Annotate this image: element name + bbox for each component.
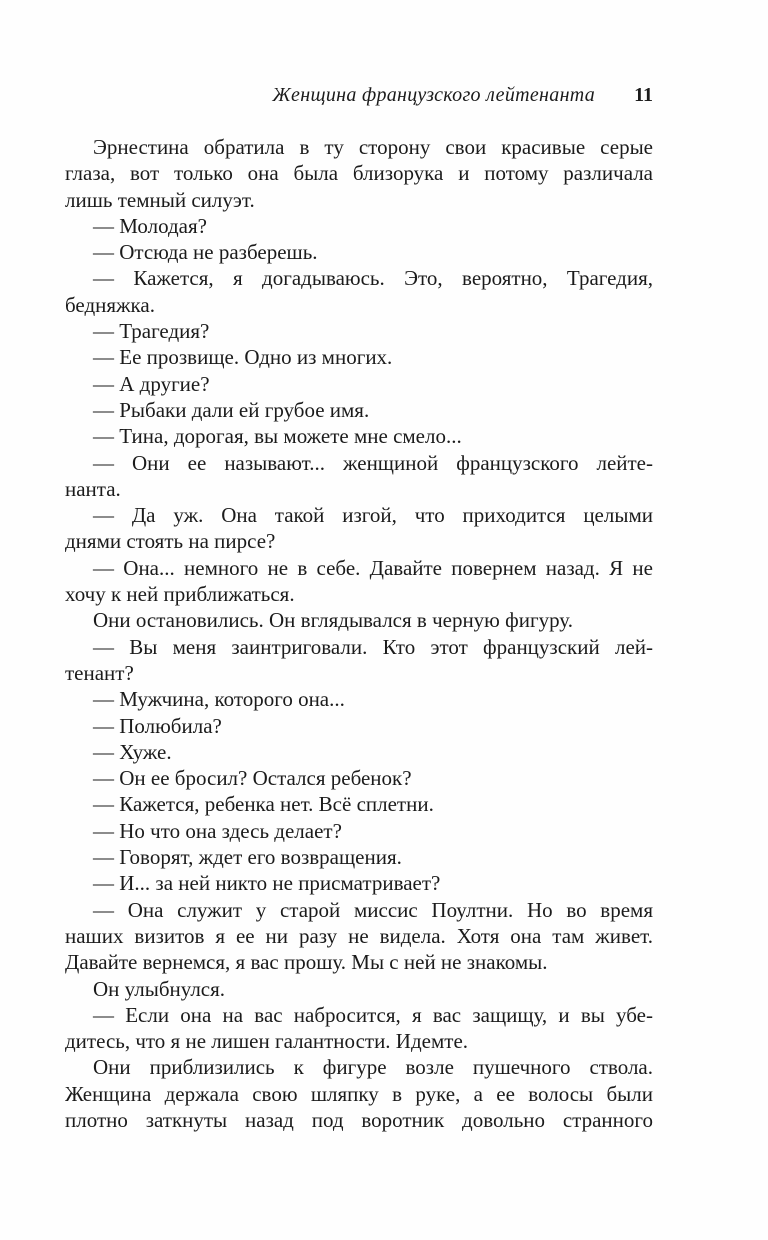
text-line: Давайте вернемся, я вас прошу. Мы с ней не знакомы. bbox=[65, 950, 548, 975]
text-line: Женщина держала свою шляпку в руке, а ее волосы были bbox=[65, 1081, 653, 1106]
text-line: — Вы меня заинтриговали. Кто этот французский лей- bbox=[93, 634, 653, 659]
running-header bbox=[65, 83, 653, 107]
text-line: — Полюбила? bbox=[93, 713, 222, 738]
text-line: — Отсюда не разберешь. bbox=[93, 240, 318, 265]
text-line: бедняжка. bbox=[65, 292, 155, 317]
text-line: — Но что она здесь делает? bbox=[93, 818, 342, 843]
text-line: — Говорят, ждет его возвращения. bbox=[93, 845, 402, 870]
text-line: Он улыбнулся. bbox=[93, 976, 226, 1001]
running-title: Женщина французского лейтенанта bbox=[272, 84, 596, 106]
text-line: плотно заткнуты назад под воротник довольно странного bbox=[65, 1107, 653, 1132]
text-line: — Кажется, я догадываюсь. Это, вероятно, Трагедия, bbox=[93, 266, 653, 291]
text-line: Эрнестина обратила в ту сторону свои красивые серые bbox=[93, 135, 653, 159]
text-line: — Она... немного не в себе. Давайте повернем назад. Я не bbox=[93, 555, 653, 580]
text-line: — Если она на вас набросится, я вас защищу, и вы убе- bbox=[93, 1002, 653, 1027]
page-number: 11 bbox=[634, 84, 653, 106]
text-line: — Рыбаки дали ей грубое имя. bbox=[93, 397, 370, 422]
text-line: — А другие? bbox=[93, 371, 210, 396]
text-line: — И... за ней никто не присматривает? bbox=[93, 871, 441, 896]
text-line: Они остановились. Он вглядывался в черную фигуру. bbox=[93, 608, 573, 633]
text-line: нанта. bbox=[65, 476, 121, 501]
text-line: наших визитов я ее ни разу не видела. Хотя она там живет. bbox=[65, 923, 653, 948]
text-line: — Они ее называют... женщиной французского лейте- bbox=[93, 450, 653, 475]
text-line: днями стоять на пирсе? bbox=[65, 529, 276, 554]
text-line: — Хуже. bbox=[93, 739, 172, 764]
text-line: дитесь, что я не лишен галантности. Идемте. bbox=[65, 1029, 469, 1054]
text-line: — Он ее бросил? Остался ребенок? bbox=[93, 766, 412, 791]
text-line: — Мужчина, которого она... bbox=[93, 687, 345, 712]
text-line: — Трагедия? bbox=[93, 319, 210, 344]
text-line: — Она служит у старой миссис Поултни. Но во время bbox=[93, 897, 653, 922]
text-line: глаза, вот только она была близорука и потому различала bbox=[65, 161, 653, 186]
text-line: — Кажется, ребенка нет. Всё сплетни. bbox=[93, 792, 434, 817]
text-line: лишь темный силуэт. bbox=[65, 187, 255, 212]
text-line: хочу к ней приближаться. bbox=[65, 582, 295, 607]
text-line: Они приблизились к фигуре возле пушечного ствола. bbox=[93, 1055, 653, 1080]
text-line: — Молодая? bbox=[93, 213, 207, 238]
page-text bbox=[65, 134, 653, 1133]
text-line: тенант? bbox=[65, 660, 134, 685]
text-line: — Тина, дорогая, вы можете мне смело... bbox=[93, 424, 462, 449]
text-line: — Ее прозвище. Одно из многих. bbox=[93, 345, 393, 370]
text-line: — Да уж. Она такой изгой, что приходится целыми bbox=[93, 503, 653, 528]
